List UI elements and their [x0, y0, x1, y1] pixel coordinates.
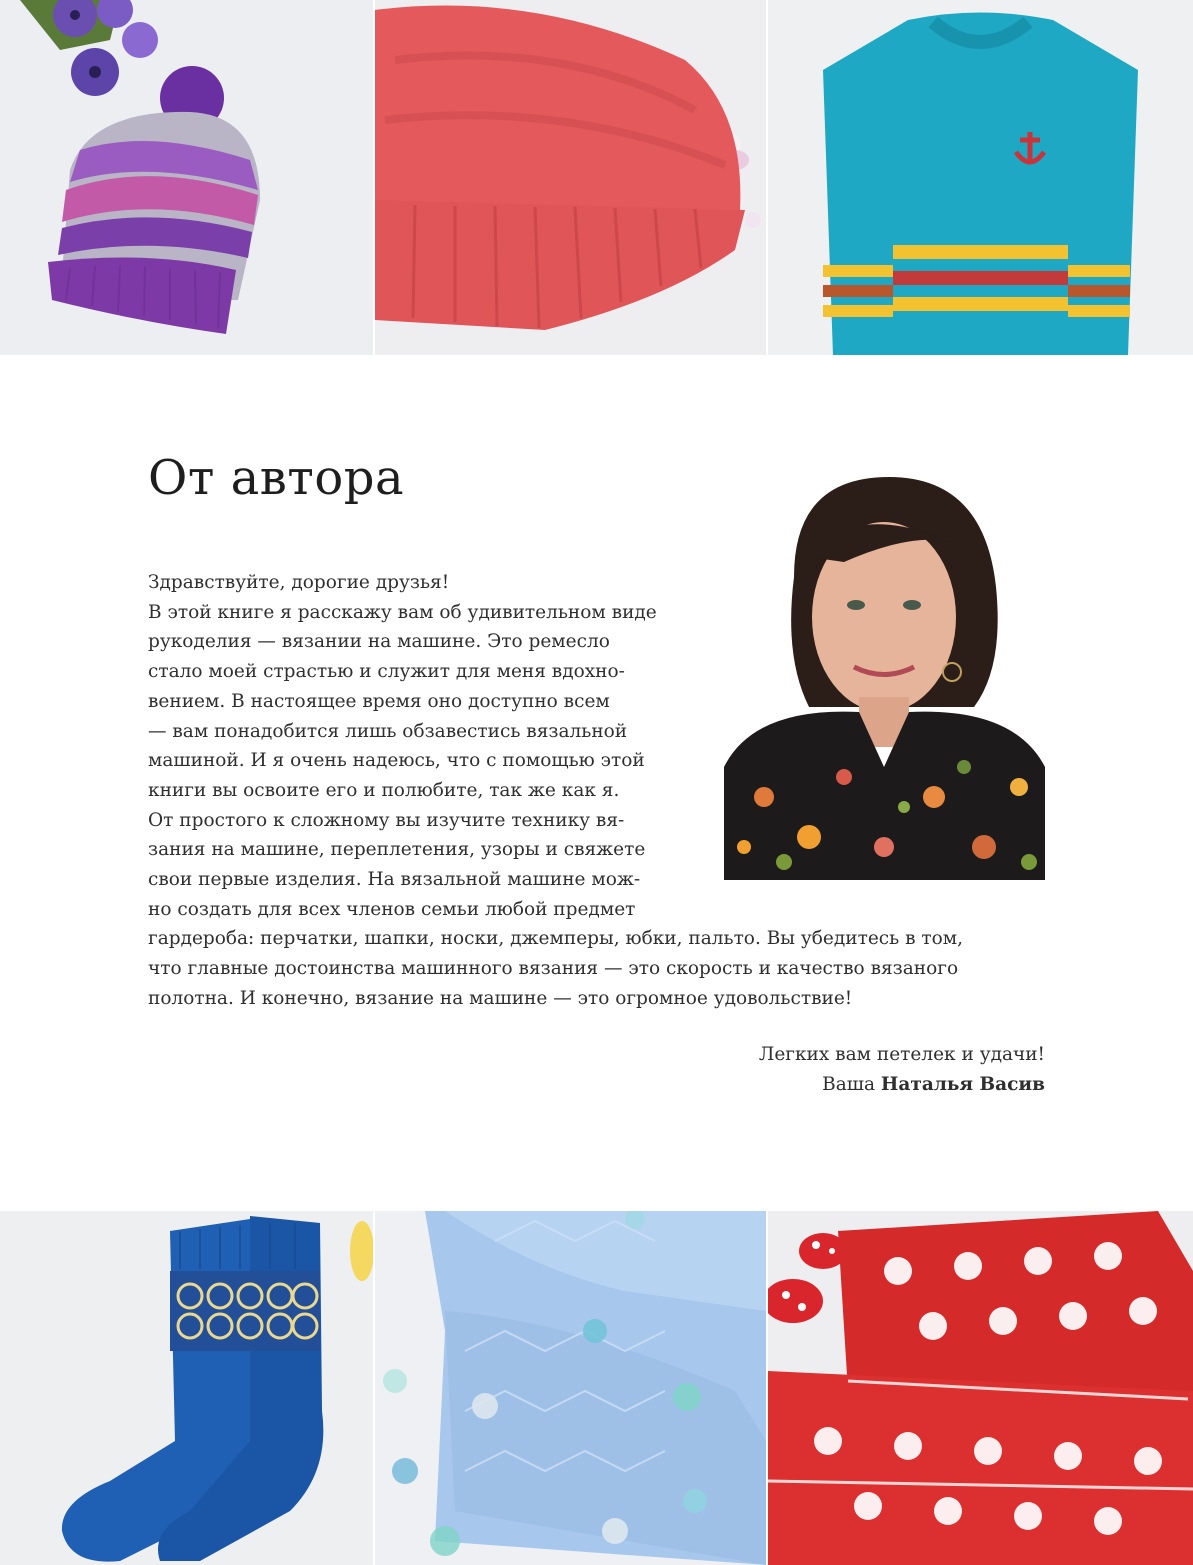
intro-line: что главные достоинства машинного вязания — это скорость и качество вязаного [148, 958, 959, 980]
author-name: Наталья Васив [880, 1073, 1045, 1095]
intro-text [148, 568, 1048, 1014]
page-title: От автора [148, 450, 405, 506]
signoff-prefix: Ваша [822, 1073, 876, 1095]
intro-line: но создать для всех членов семьи любой предмет [148, 898, 636, 920]
photo-coral-cable-hat [375, 0, 766, 355]
intro-line: — вам понадобится лишь обзавестись вязальной [148, 720, 628, 742]
signoff-wish: Легких вам петелек и удачи! [758, 1044, 1045, 1065]
intro-line: вением. В настоящее время оно доступно всем [148, 690, 610, 712]
intro-line: зания на машине, переплетения, узоры и свяжете [148, 839, 646, 861]
intro-line: свои первые изделия. На вязальной машине мож- [148, 869, 641, 891]
intro-line: книги вы освоите его и полюбите, так же как я. [148, 779, 620, 801]
photo-turquoise-sweater [768, 0, 1193, 355]
intro-line: гардероба: перчатки, шапки, носки, джемперы, юбки, пальто. Вы убедитесь в том, [148, 928, 964, 950]
photo-light-blue-lace-blanket [375, 1211, 766, 1565]
signoff [759, 1040, 1045, 1099]
intro-line: Здравствуйте, дорогие друзья! [148, 572, 450, 593]
photo-striped-pompom-hat [0, 0, 373, 355]
intro-line: полотна. И конечно, вязание на машине — это огромное удовольствие! [148, 987, 853, 1009]
intro-line: От простого к сложному вы изучите технику вя- [148, 809, 625, 831]
intro-line: машиной. И я очень надеюсь, что с помощью этой [148, 750, 645, 772]
intro-line: рукоделия — вязании на машине. Это ремесло [148, 631, 610, 653]
signoff-signature [759, 1070, 1045, 1100]
intro-line: В этой книге я расскажу вам об удивительном виде [148, 601, 657, 623]
photo-blue-jacquard-socks [0, 1211, 373, 1565]
intro-line: стало моей страстью и служит для меня вдохно- [148, 661, 625, 683]
photo-red-nordic-scarf [768, 1211, 1193, 1565]
